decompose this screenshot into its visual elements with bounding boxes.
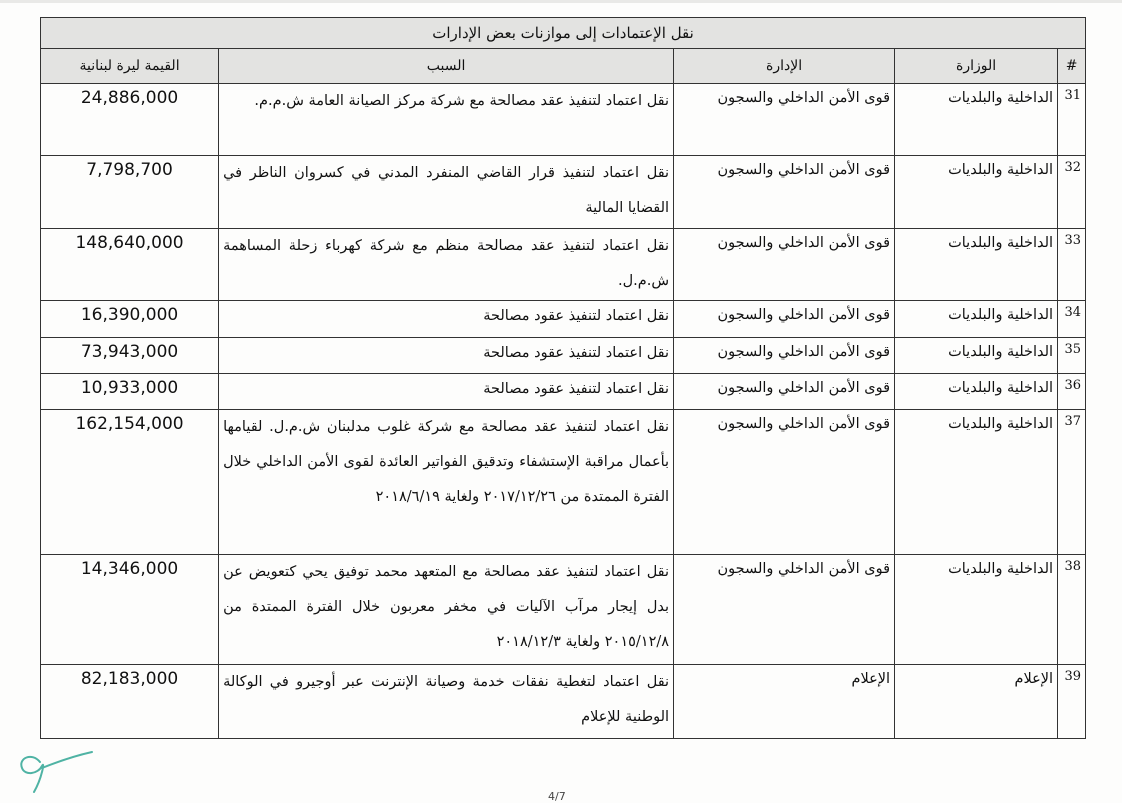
row-num: 31: [1058, 84, 1086, 156]
table-row: [41, 301, 1086, 338]
header-value: القيمة ليرة لبنانية: [41, 49, 219, 84]
row-reason: نقل اعتماد لتنفيذ عقد مصالحة مع شركة مركز الصيانة العامة ش.م.م.: [219, 84, 674, 156]
row-value: 7,798,700: [41, 156, 219, 229]
header-ministry: الوزارة: [895, 49, 1058, 84]
row-value: 14,346,000: [41, 555, 219, 665]
table-row: [41, 555, 1086, 665]
row-value: 148,640,000: [41, 229, 219, 301]
table-row: [41, 84, 1086, 156]
row-value: 10,933,000: [41, 374, 219, 410]
row-department: قوى الأمن الداخلي والسجون: [674, 84, 895, 156]
header-row: [41, 49, 1086, 84]
row-department: قوى الأمن الداخلي والسجون: [674, 374, 895, 410]
table-row: [41, 229, 1086, 301]
row-reason: نقل اعتماد لتغطية نفقات خدمة وصيانة الإنترنت عبر أوجيرو في الوكالة الوطنية للإعلام: [219, 665, 674, 739]
row-reason: نقل اعتماد لتنفيذ عقد مصالحة مع المتعهد محمد توفيق يحي كتعويض عن بدل إيجار مرآب الآليات في مخفر معربون خلال الفترة الممتدة من ٢٠١٥/١٢/٨ ولغاية ٢٠١٨/١٢/٣: [219, 555, 674, 665]
row-ministry: الداخلية والبلديات: [895, 555, 1058, 665]
row-department: الإعلام: [674, 665, 895, 739]
allocations-table: [40, 17, 1086, 739]
row-num: 36: [1058, 374, 1086, 410]
row-value: 162,154,000: [41, 410, 219, 555]
handwritten-initial: [12, 748, 102, 796]
row-ministry: الداخلية والبلديات: [895, 338, 1058, 374]
row-reason: نقل اعتماد لتنفيذ عقود مصالحة: [219, 338, 674, 374]
row-department: قوى الأمن الداخلي والسجون: [674, 555, 895, 665]
row-value: 24,886,000: [41, 84, 219, 156]
header-reason: السبب: [219, 49, 674, 84]
row-ministry: الداخلية والبلديات: [895, 229, 1058, 301]
page-top-edge: [0, 0, 1122, 3]
row-ministry: الداخلية والبلديات: [895, 156, 1058, 229]
row-reason: نقل اعتماد لتنفيذ عقد مصالحة منظم مع شركة كهرباء زحلة المساهمة ش.م.ل.: [219, 229, 674, 301]
row-num: 37: [1058, 410, 1086, 555]
row-num: 35: [1058, 338, 1086, 374]
row-reason: نقل اعتماد لتنفيذ عقد مصالحة مع شركة غلوب مدلبنان ش.م.ل. لقيامها بأعمال مراقبة الإستشفاء وتدقيق الفواتير العائدة لقوى الأمن الداخلي خلال الفترة الممتدة من ٢٠١٧/١٢/٢٦ ولغاية ٢٠١٨/٦/١٩: [219, 410, 674, 555]
row-value: 82,183,000: [41, 665, 219, 739]
row-num: 34: [1058, 301, 1086, 338]
table-row: [41, 665, 1086, 739]
row-value: 16,390,000: [41, 301, 219, 338]
row-ministry: الداخلية والبلديات: [895, 374, 1058, 410]
table-row: [41, 374, 1086, 410]
table-row: [41, 338, 1086, 374]
row-department: قوى الأمن الداخلي والسجون: [674, 156, 895, 229]
table-row: [41, 156, 1086, 229]
table-title: نقل الإعتمادات إلى موازنات بعض الإدارات: [41, 18, 1086, 49]
row-num: 32: [1058, 156, 1086, 229]
row-num: 33: [1058, 229, 1086, 301]
row-num: 38: [1058, 555, 1086, 665]
row-value: 73,943,000: [41, 338, 219, 374]
row-reason: نقل اعتماد لتنفيذ قرار القاضي المنفرد المدني في كسروان الناظر في القضايا المالية: [219, 156, 674, 229]
header-num: #: [1058, 49, 1086, 84]
row-reason: نقل اعتماد لتنفيذ عقود مصالحة: [219, 301, 674, 338]
row-department: قوى الأمن الداخلي والسجون: [674, 410, 895, 555]
row-ministry: الإعلام: [895, 665, 1058, 739]
row-ministry: الداخلية والبلديات: [895, 410, 1058, 555]
row-department: قوى الأمن الداخلي والسجون: [674, 338, 895, 374]
row-num: 39: [1058, 665, 1086, 739]
row-department: قوى الأمن الداخلي والسجون: [674, 301, 895, 338]
table-row: [41, 410, 1086, 555]
row-ministry: الداخلية والبلديات: [895, 84, 1058, 156]
page-number: 4/7: [548, 790, 566, 803]
header-department: الإدارة: [674, 49, 895, 84]
row-reason: نقل اعتماد لتنفيذ عقود مصالحة: [219, 374, 674, 410]
row-ministry: الداخلية والبلديات: [895, 301, 1058, 338]
row-department: قوى الأمن الداخلي والسجون: [674, 229, 895, 301]
